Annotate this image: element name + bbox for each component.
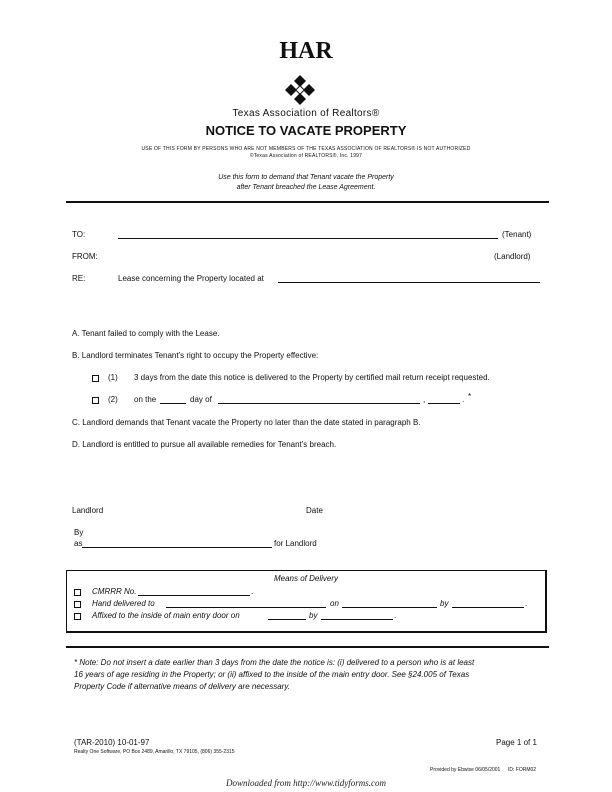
option-2-on-label: on the <box>134 395 157 404</box>
har-logo-icon <box>284 74 316 106</box>
delivery-title: Means of Delivery <box>273 574 339 583</box>
option-2-number: (2) <box>108 395 118 404</box>
note-block <box>74 657 544 693</box>
note-divider <box>66 646 549 648</box>
usage-notice: USE OF THIS FORM BY PERSONS WHO ARE NOT MEMBERS OF THE TEXAS ASSOCIATION OF REALTORS® IS NOT AUTHORIZED <box>141 146 471 152</box>
cmrrr-checkbox[interactable] <box>74 589 81 596</box>
form-code: ID: FORM02 <box>508 767 537 773</box>
option-2-month-field[interactable] <box>218 395 420 404</box>
association-name: Texas Association of Realtors® <box>232 108 380 119</box>
to-label: TO: <box>72 230 86 239</box>
tenant-name-field[interactable] <box>118 230 498 239</box>
hand-delivered-checkbox[interactable] <box>74 601 81 608</box>
from-label: FROM: <box>72 252 98 261</box>
software-credit: Realty One Software, PO Box 2489, Amarillo, TX 79105, (806) 355-2315 <box>74 749 235 755</box>
note-line-2: 16 years of age residing in the Property; or (ii) affixed to the inside of the main entry door. See §24.005 of Texas <box>74 670 470 679</box>
by-label: By <box>74 528 84 537</box>
page-number: Page 1 of 1 <box>496 738 537 747</box>
for-landlord-label: for Landlord <box>274 539 317 548</box>
as-label: as <box>74 539 83 548</box>
affixed-date-field[interactable] <box>268 611 306 620</box>
page-title: NOTICE TO VACATE PROPERTY <box>205 123 407 138</box>
option-1-text: 3 days from the date this notice is delivered to the Property by certified mail return receipt requested. <box>134 373 490 382</box>
provided-by: Provided by Ebwise 06/05/2001 <box>430 767 501 773</box>
logo-text: HAR <box>279 38 333 64</box>
option-2-checkbox[interactable] <box>92 397 99 404</box>
date-label: Date <box>306 506 323 515</box>
download-link[interactable]: Downloaded from http://www.tidyforms.com <box>225 778 386 788</box>
hand-on-label: on <box>330 599 339 608</box>
affixed-label: Affixed to the inside of main entry door on <box>92 611 240 620</box>
property-address-field[interactable] <box>278 274 540 283</box>
affixed-checkbox[interactable] <box>74 613 81 620</box>
re-label: RE: <box>72 274 86 283</box>
asterisk-mark: * <box>468 392 472 401</box>
affixed-by-field[interactable] <box>321 611 393 620</box>
re-text: Lease concerning the Property located at <box>118 274 264 283</box>
tenant-label: (Tenant) <box>502 230 532 239</box>
as-field[interactable] <box>82 539 272 548</box>
hand-delivered-label: Hand delivered to <box>92 599 155 608</box>
hand-by-field[interactable] <box>452 599 524 608</box>
note-line-1: * Note: Do not insert a date earlier than 3 days from the date the notice is: (i) delivered to a person who is at least <box>74 658 475 667</box>
item-d: D. Landlord is entitled to pursue all available remedies for Tenant's breach. <box>72 440 337 449</box>
item-c: C. Landlord demands that Tenant vacate the Property no later than the date stated in paragraph B. <box>72 418 421 427</box>
hand-by-label: by <box>440 599 449 608</box>
option-1-number: (1) <box>108 373 118 382</box>
hand-on-field[interactable] <box>342 599 437 608</box>
option-2-day-field[interactable] <box>160 395 186 404</box>
header-divider <box>66 201 549 203</box>
cmrrr-label: CMRRR No. <box>92 587 137 596</box>
landlord-label: (Landlord) <box>494 252 531 261</box>
option-2-day-label: day of <box>190 395 212 404</box>
hand-delivered-to-field[interactable] <box>166 599 326 608</box>
note-line-3: Property Code if alternative means of delivery are necessary. <box>74 682 290 691</box>
option-1-checkbox[interactable] <box>92 375 99 382</box>
purpose-line-2: after Tenant breached the Lease Agreement. <box>236 184 376 191</box>
affixed-by-label: by <box>309 611 318 620</box>
option-2-year-field[interactable] <box>428 395 460 404</box>
landlord-signature-label: Landlord <box>72 506 104 515</box>
form-id: (TAR-2010) 10-01-97 <box>74 738 150 747</box>
item-a: A. Tenant failed to comply with the Lease. <box>72 329 220 338</box>
purpose-line-1: Use this form to demand that Tenant vacate the Property <box>218 174 394 181</box>
item-b: B. Landlord terminates Tenant's right to occupy the Property effective: <box>72 351 319 360</box>
cmrrr-field[interactable] <box>138 587 250 596</box>
copyright-notice: ©Texas Association of REALTORS®, Inc. 1997 <box>249 153 363 159</box>
